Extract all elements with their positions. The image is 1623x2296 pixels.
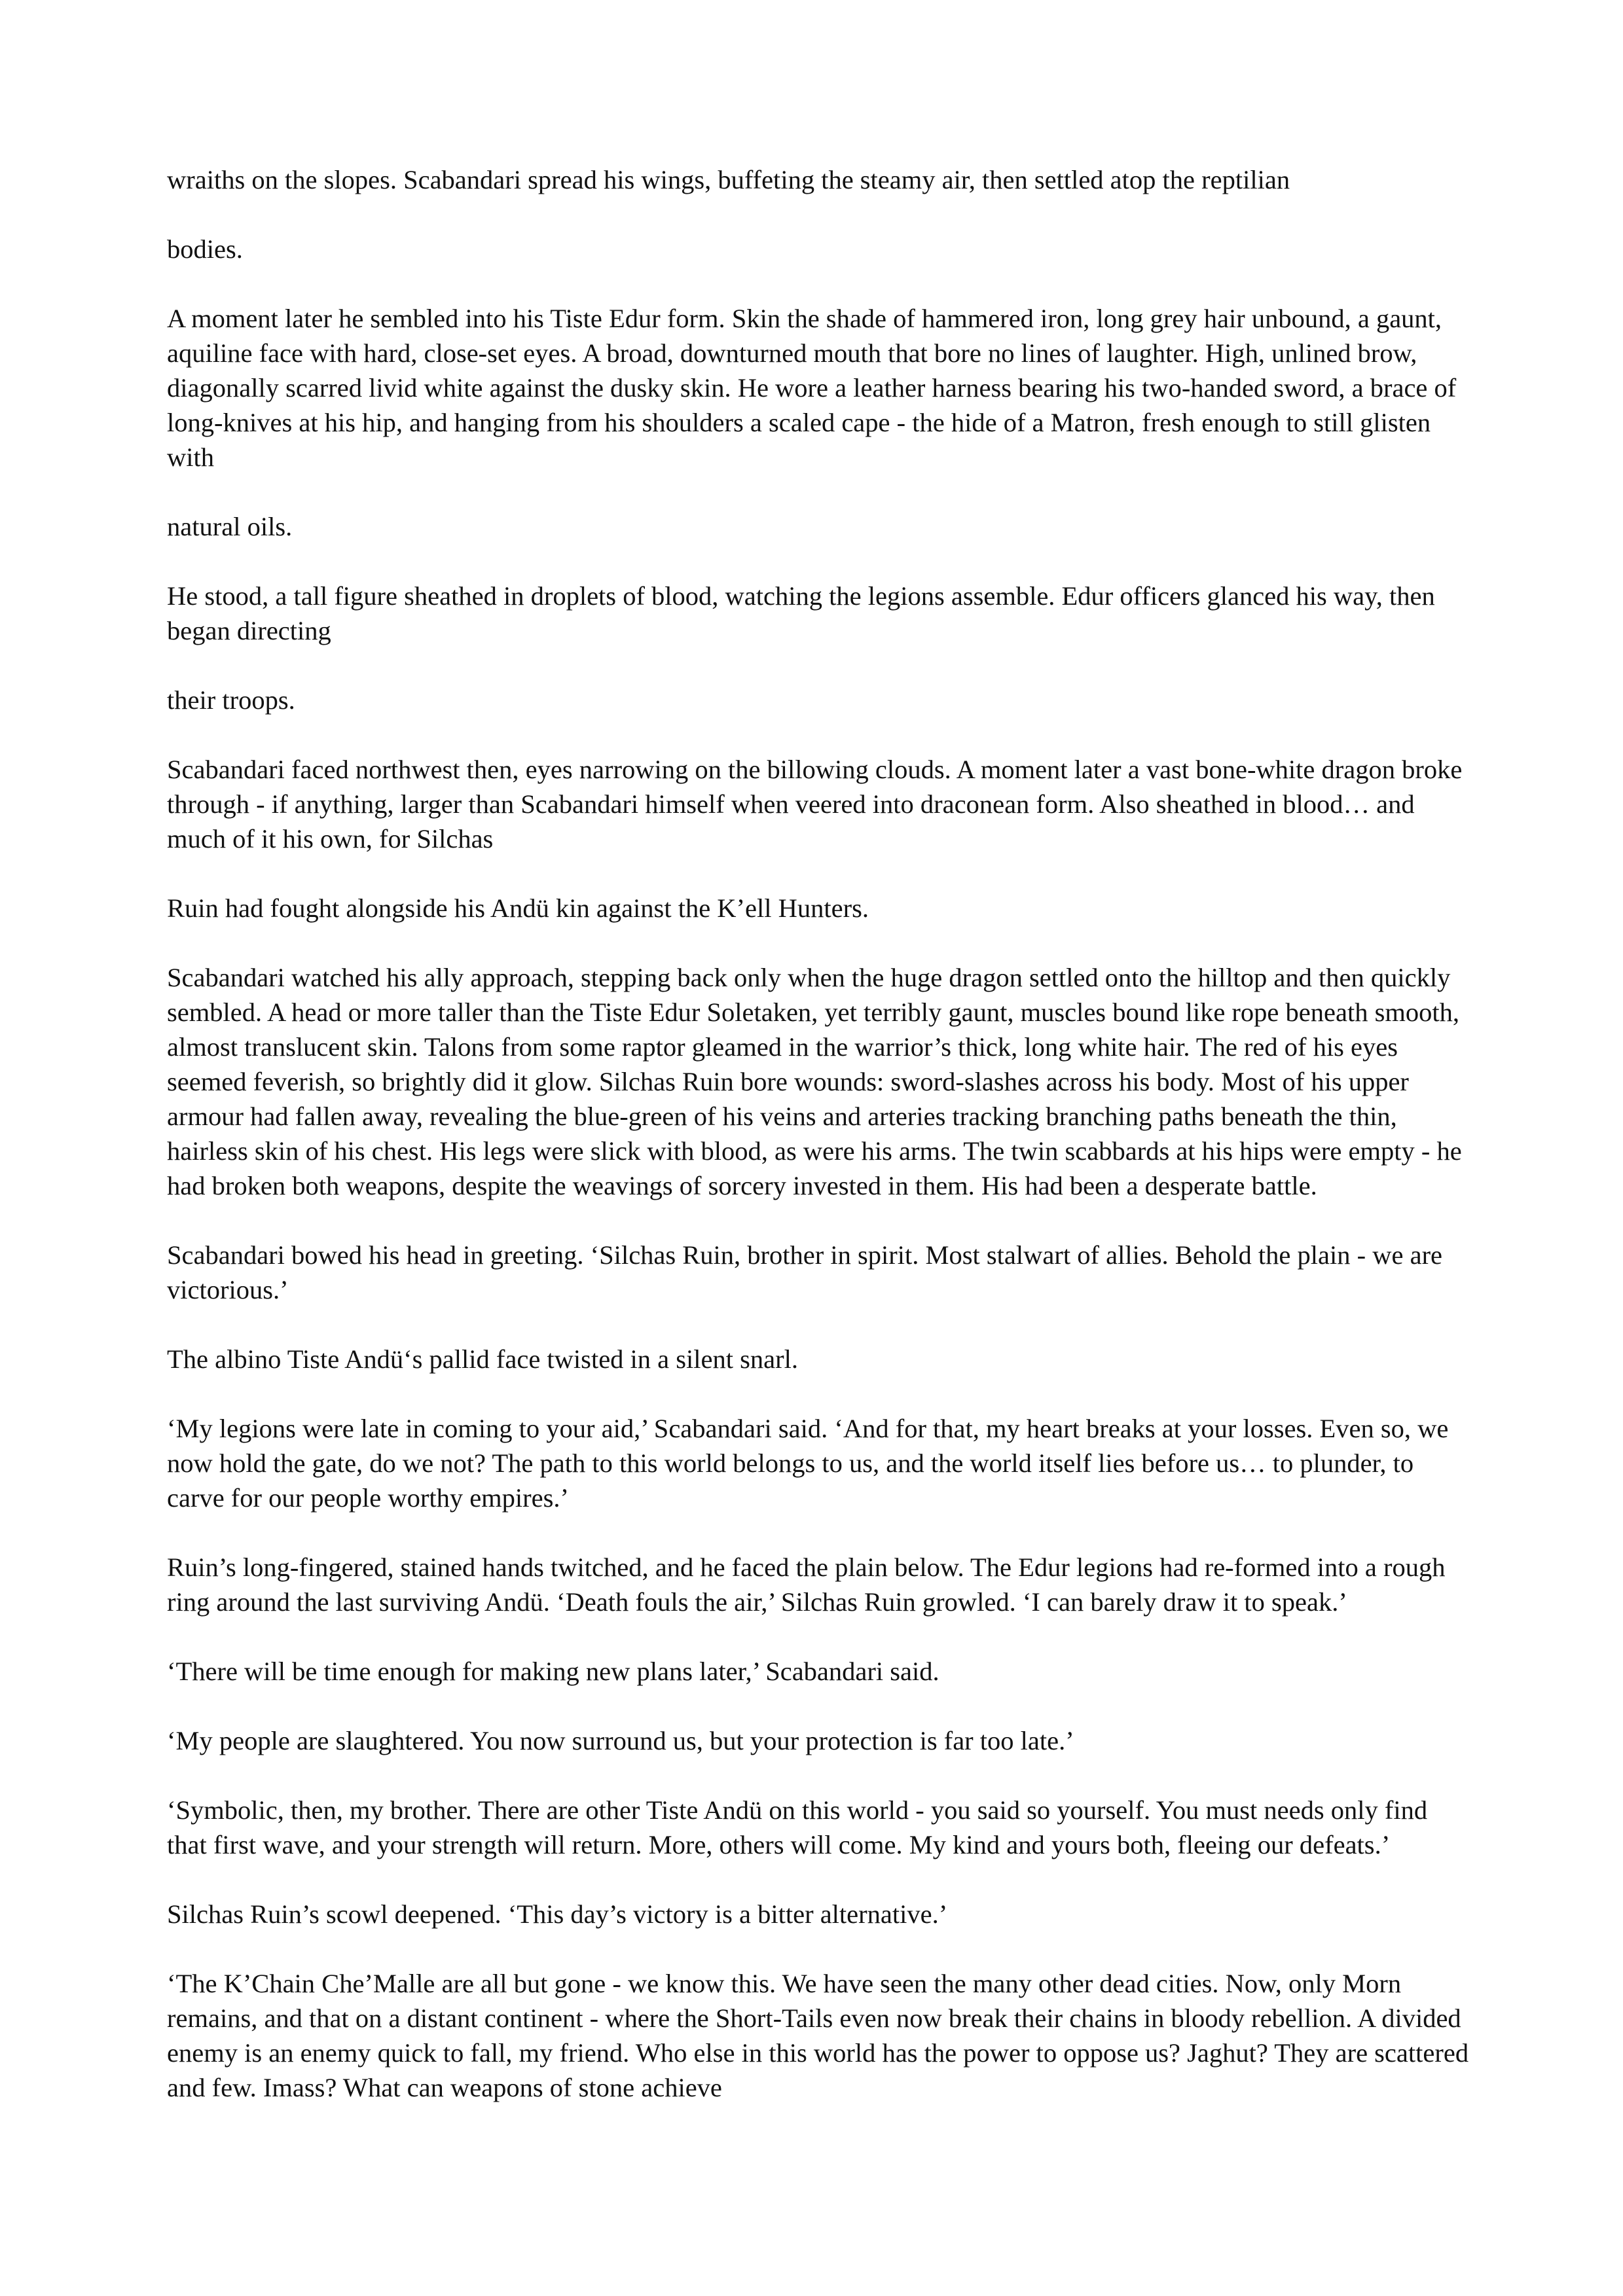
paragraph: Scabandari faced northwest then, eyes narrowing on the billowing clouds. A moment later a vast bone-white dragon broke through - if anything, larger than Scabandari himself when veered into draconean form. Also sheathed in blood… and much of it his own, for Silchas [167, 755, 1463, 853]
paragraph: ‘The K’Chain Che’Malle are all but gone - we know this. We have seen the many other dead cities. Now, only Morn remains, and that on a distant continent - where the Short-Tails even now break their chains in bloody rebellion. A divided enemy is an enemy quick to fall, my friend. Who else in this world has the power to oppose us? Jaghut? They are scattered and few. Imass? What can weapons of stone achieve [167, 1969, 1469, 2102]
paragraph: He stood, a tall figure sheathed in droplets of blood, watching the legions assemble. Edur officers glanced his way, then began directing [167, 581, 1435, 645]
paragraph: Scabandari watched his ally approach, stepping back only when the huge dragon settled onto the hilltop and then quickly sembled. A head or more taller than the Tiste Edur Soletaken, yet terribly gaunt, muscles bound like rope beneath smooth, almost translucent skin. Talons from some raptor gleamed in the warrior’s thick, long white hair. The red of his eyes seemed feverish, so brightly did it glow. Silchas Ruin bore wounds: sword-slashes across his body. Most of his upper armour had fallen away, revealing the blue-green of his veins and arteries tracking branching paths beneath the thin, hairless skin of his chest. His legs were slick with blood, as were his arms. The twin scabbards at his hips were empty - he had broken both weapons, despite the weavings of sorcery invested in them. His had been a desperate battle. [167, 963, 1462, 1200]
paragraph: ‘My legions were late in coming to your aid,’ Scabandari said. ‘And for that, my heart breaks at your losses. Even so, we now hold the gate, do we not? The path to this world belongs to us, and the world itself lies before us… to plunder, to carve for our people worthy empires.’ [167, 1414, 1449, 1513]
paragraph: Ruin had fought alongside his Andü kin against the K’ell Hunters. [167, 893, 869, 923]
paragraph: wraiths on the slopes. Scabandari spread his wings, buffeting the steamy air, then settled atop the reptilian [167, 165, 1290, 194]
paragraph: bodies. [167, 234, 243, 264]
paragraph: Scabandari bowed his head in greeting. ‘Silchas Ruin, brother in spirit. Most stalwart of allies. Behold the plain - we are victorious.’ [167, 1240, 1443, 1304]
paragraph: natural oils. [167, 512, 293, 541]
paragraph: their troops. [167, 685, 295, 715]
paragraph: ‘Symbolic, then, my brother. There are other Tiste Andü on this world - you said so yourself. You must needs only find that first wave, and your strength will return. More, others will come. My kind and yours both, fleeing our defeats.’ [167, 1795, 1428, 1859]
paragraph: ‘My people are slaughtered. You now surround us, but your protection is far too late.’ [167, 1726, 1074, 1755]
paragraph: A moment later he sembled into his Tiste Edur form. Skin the shade of hammered iron, long grey hair unbound, a gaunt, aquiline face with hard, close-set eyes. A broad, downturned mouth that bore no lines of laughter. High, unlined brow, diagonally scarred livid white against the dusky skin. He wore a leather harness bearing his two-handed sword, a brace of long-knives at his hip, and hanging from his shoulders a scaled cape - the hide of a Matron, fresh enough to still glisten with [167, 304, 1457, 472]
paragraph: The albino Tiste Andü‘s pallid face twisted in a silent snarl. [167, 1344, 798, 1374]
paragraph: Ruin’s long-fingered, stained hands twitched, and he faced the plain below. The Edur legions had re-formed into a rough ring around the last surviving Andü. ‘Death fouls the air,’ Silchas Ruin growled. ‘I can barely draw it to speak.’ [167, 1552, 1446, 1617]
paragraph: ‘There will be time enough for making new plans later,’ Scabandari said. [167, 1657, 939, 1686]
paragraph: Silchas Ruin’s scowl deepened. ‘This day’s victory is a bitter alternative.’ [167, 1899, 948, 1929]
body-text [167, 162, 1470, 2140]
